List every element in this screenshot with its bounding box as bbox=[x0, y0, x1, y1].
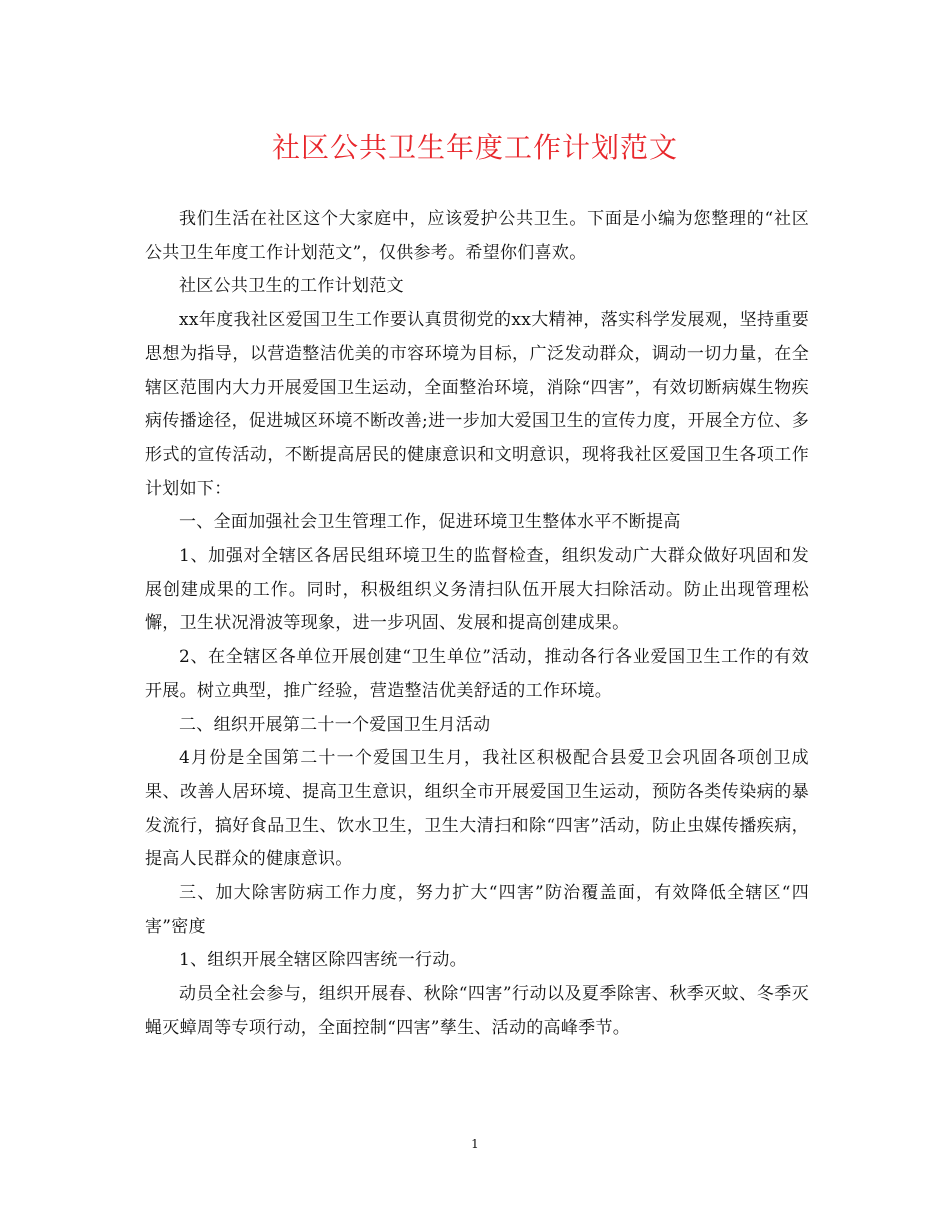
paragraph-intro: 我们生活在社区这个大家庭中，应该爱护公共卫生。下面是小编为您整理的“社区公共卫生年度工作计划范文”，仅供参考。希望你们喜欢。 bbox=[145, 209, 809, 263]
section-heading-3: 三、加大除害防病工作力度，努力扩大“四害”防治覆盖面，有效降低全辖区“四害”密度 bbox=[145, 883, 809, 937]
paragraph-3-1: 1、组织开展全辖区除四害统一行动。 bbox=[179, 950, 467, 971]
section-heading-1: 一、全面加强社会卫生管理工作，促进环境卫生整体水平不断提高 bbox=[179, 512, 681, 533]
paragraph-3-2: 动员全社会参与，组织开展春、秋除“四害”行动以及夏季除害、秋季灭蚊、冬季灭蝇灭蟑周等专项行动，全面控制“四害”孳生、活动的高峰季节。 bbox=[145, 984, 809, 1038]
document-body bbox=[145, 203, 809, 1046]
paragraph-subtitle: 社区公共卫生的工作计划范文 bbox=[179, 276, 404, 297]
paragraph-2-1: 4月份是全国第二十一个爱国卫生月，我社区积极配合县爱卫会巩固各项创卫成果、改善人居环境、提高卫生意识，组织全市开展爱国卫生运动，预防各类传染病的暴发流行，搞好食品卫生、饮水卫生，卫生大清扫和除“四害”活动，防止虫媒传播疾病，提高人民群众的健康意识。 bbox=[145, 748, 809, 870]
paragraph-1-1: 1、加强对全辖区各居民组环境卫生的监督检查，组织发动广大群众做好巩固和发展创建成果的工作。同时，积极组织义务清扫队伍开展大扫除活动。防止出现管理松懈，卫生状况滑波等现象，进一步巩固、发展和提高创建成果。 bbox=[145, 546, 809, 634]
paragraph-overview: xx年度我社区爱国卫生工作要认真贯彻党的xx大精神，落实科学发展观，坚持重要思想为指导，以营造整洁优美的市容环境为目标，广泛发动群众，调动一切力量，在全辖区范围内大力开展爱国卫生运动，全面整治环境，消除“四害”，有效切断病媒生物疾病传播途径，促进城区环境不断改善;进一步加大爱国卫生的宣传力度，开展全方位、多形式的宣传活动，不断提高居民的健康意识和文明意识，现将我社区爱国卫生各项工作计划如下： bbox=[145, 310, 809, 499]
document-title: 社区公共卫生年度工作计划范文 bbox=[271, 131, 678, 164]
paragraph-1-2: 2、在全辖区各单位开展创建“卫生单位”活动，推动各行各业爱国卫生工作的有效开展。树立典型，推广经验，营造整洁优美舒适的工作环境。 bbox=[145, 647, 809, 701]
page-number: 1 bbox=[471, 1137, 479, 1151]
section-heading-2: 二、组织开展第二十一个爱国卫生月活动 bbox=[179, 714, 491, 735]
